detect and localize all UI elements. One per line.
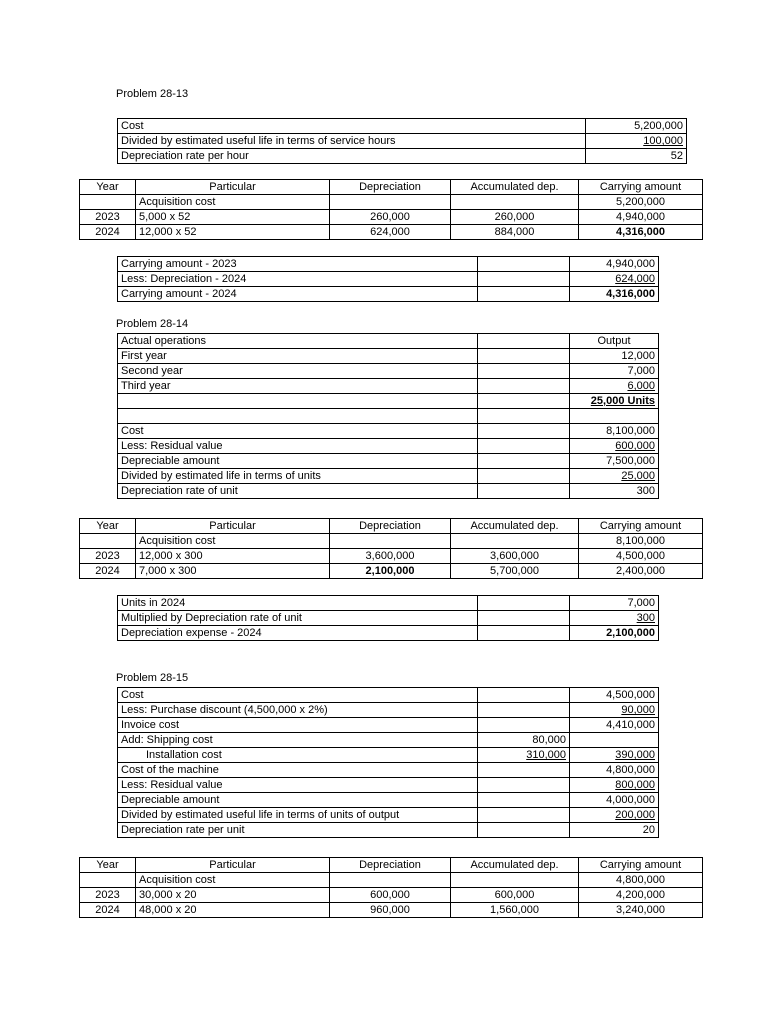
row-value: 4,500,000 [570,688,659,703]
cell-depreciation: 600,000 [330,888,451,903]
p13-rate-table [117,118,687,164]
col-header-depreciation: Depreciation [330,180,451,195]
row-value: 6,000 [570,379,659,394]
table-header-row [118,334,659,349]
row-mid [478,778,570,793]
row-label: Depreciable amount [118,454,478,469]
row-mid [478,763,570,778]
row-value: 300 [570,611,659,626]
row-value: 624,000 [570,272,659,287]
cell-accumulated: 5,700,000 [451,564,579,579]
table-row [118,484,659,499]
col-header-accumulated: Accumulated dep. [451,180,579,195]
table-row [118,394,659,409]
row-value: 800,000 [570,778,659,793]
cell-particular: 12,000 x 300 [136,549,330,564]
cell-particular: 5,000 x 52 [136,210,330,225]
cell-depreciation: 2,100,000 [330,564,451,579]
cell-depreciation: 3,600,000 [330,549,451,564]
row-value: 8,100,000 [570,424,659,439]
row-empty [478,409,570,424]
cell-year: 2023 [80,888,136,903]
row-empty [478,364,570,379]
table-row [118,748,659,763]
row-label: Installation cost [118,748,478,763]
row-empty [478,287,570,302]
row-value: 25,000 [570,469,659,484]
cell-carrying: 4,500,000 [579,549,703,564]
col-header-depreciation: Depreciation [330,519,451,534]
cell-accumulated: 884,000 [451,225,579,240]
cell-particular: 12,000 x 52 [136,225,330,240]
cell-year: 2023 [80,549,136,564]
row-label: Carrying amount - 2023 [118,257,478,272]
table-row [118,808,659,823]
row-value: 390,000 [570,748,659,763]
row-mid [478,823,570,838]
row-label: Less: Residual value [118,778,478,793]
col-header-depreciation: Depreciation [330,858,451,873]
p15-cost-table [117,687,659,838]
row-label: Less: Purchase discount (4,500,000 x 2%) [118,703,478,718]
table-row [118,793,659,808]
col-header-year: Year [80,180,136,195]
row-mid [478,703,570,718]
cell-particular: Acquisition cost [136,195,330,210]
cell-accumulated: 260,000 [451,210,579,225]
problem-28-14-title: Problem 28-14 [116,318,189,330]
row-empty [478,334,570,349]
cell-year [80,195,136,210]
cell-year: 2024 [80,564,136,579]
table-row [118,688,659,703]
cell-carrying: 4,800,000 [579,873,703,888]
table-row [118,364,659,379]
cell-depreciation: 624,000 [330,225,451,240]
row-label: Cost [118,424,478,439]
cell-accumulated [451,195,579,210]
row-label: Depreciation rate of unit [118,484,478,499]
row-value: 4,000,000 [570,793,659,808]
table-row [80,903,703,918]
row-mid [478,793,570,808]
cell-carrying: 4,940,000 [579,210,703,225]
cell-particular: 7,000 x 300 [136,564,330,579]
p13-carrying-table [117,256,659,302]
cell-year: 2024 [80,903,136,918]
table-row [118,149,687,164]
table-row [118,379,659,394]
row-empty [478,272,570,287]
table-header-row [80,180,703,195]
row-label: Divided by estimated useful life in terms of service hours [118,134,586,149]
cell-particular: 48,000 x 20 [136,903,330,918]
table-row [118,626,659,641]
row-value: 200,000 [570,808,659,823]
row-value: 100,000 [586,134,687,149]
row-value: 90,000 [570,703,659,718]
cell-accumulated: 3,600,000 [451,549,579,564]
table-row [118,778,659,793]
row-value: 20 [570,823,659,838]
operations-label: Actual operations [118,334,478,349]
row-value: 5,200,000 [586,119,687,134]
col-header-year: Year [80,519,136,534]
row-empty [478,424,570,439]
row-value: 7,000 [570,364,659,379]
row-empty [478,349,570,364]
table-row [118,439,659,454]
row-mid: 80,000 [478,733,570,748]
cell-accumulated: 1,560,000 [451,903,579,918]
table-row [118,823,659,838]
row-label: Depreciation rate per unit [118,823,478,838]
cell-depreciation: 260,000 [330,210,451,225]
row-label: Divided by estimated useful life in terms of units of output [118,808,478,823]
row-label: Third year [118,379,478,394]
row-empty [478,596,570,611]
cell-depreciation [330,873,451,888]
row-empty [478,626,570,641]
table-row [118,733,659,748]
table-row [118,596,659,611]
row-value: 7,500,000 [570,454,659,469]
cell-carrying: 8,100,000 [579,534,703,549]
row-value: 600,000 [570,439,659,454]
table-row [118,718,659,733]
row-value: 4,800,000 [570,763,659,778]
row-mid: 310,000 [478,748,570,763]
row-empty [478,379,570,394]
row-label: Less: Residual value [118,439,478,454]
row-empty [118,409,478,424]
problem-28-15-title: Problem 28-15 [116,672,189,684]
p13-schedule-table [79,179,703,240]
row-label: Less: Depreciation - 2024 [118,272,478,287]
col-header-particular: Particular [136,858,330,873]
table-row [80,564,703,579]
table-row [80,888,703,903]
cell-carrying: 5,200,000 [579,195,703,210]
col-header-carrying: Carrying amount [579,858,703,873]
cell-particular: Acquisition cost [136,534,330,549]
problem-28-13-title: Problem 28-13 [116,88,189,100]
row-empty [118,394,478,409]
table-row [118,703,659,718]
row-value: 52 [586,149,687,164]
row-mid [478,808,570,823]
table-row [118,119,687,134]
cell-accumulated [451,873,579,888]
cell-carrying: 2,400,000 [579,564,703,579]
row-empty [478,394,570,409]
row-label: Cost [118,119,586,134]
col-header-particular: Particular [136,180,330,195]
table-row [118,763,659,778]
output-total: 25,000 Units [570,394,659,409]
cell-accumulated [451,534,579,549]
row-empty [478,439,570,454]
row-label: Carrying amount - 2024 [118,287,478,302]
row-label: Second year [118,364,478,379]
table-row [80,210,703,225]
row-label: Multiplied by Depreciation rate of unit [118,611,478,626]
row-label: Invoice cost [118,718,478,733]
row-empty [478,484,570,499]
cell-depreciation [330,195,451,210]
table-row [118,349,659,364]
table-row [80,549,703,564]
row-empty [478,469,570,484]
col-header-accumulated: Accumulated dep. [451,858,579,873]
col-header-carrying: Carrying amount [579,519,703,534]
p14-schedule-table [79,518,703,579]
row-label: First year [118,349,478,364]
col-header-accumulated: Accumulated dep. [451,519,579,534]
table-header-row [80,519,703,534]
cell-carrying: 4,200,000 [579,888,703,903]
cell-accumulated: 600,000 [451,888,579,903]
cell-particular: Acquisition cost [136,873,330,888]
row-value: 2,100,000 [570,626,659,641]
table-row [118,287,659,302]
cell-year [80,873,136,888]
cell-year: 2023 [80,210,136,225]
row-label: Depreciable amount [118,793,478,808]
cell-depreciation: 960,000 [330,903,451,918]
row-mid [478,718,570,733]
row-value: 4,410,000 [570,718,659,733]
table-row [80,195,703,210]
p14-expense-table [117,595,659,641]
p15-schedule-table [79,857,703,918]
output-header: Output [570,334,659,349]
row-label: Add: Shipping cost [118,733,478,748]
table-row [80,873,703,888]
table-row [118,409,659,424]
col-header-particular: Particular [136,519,330,534]
row-value: 4,940,000 [570,257,659,272]
table-row [118,454,659,469]
table-row [118,272,659,287]
row-value: 300 [570,484,659,499]
table-row [118,469,659,484]
row-label: Cost of the machine [118,763,478,778]
row-value: 7,000 [570,596,659,611]
row-label: Units in 2024 [118,596,478,611]
table-row [118,134,687,149]
row-value [570,733,659,748]
table-row [80,225,703,240]
row-value: 12,000 [570,349,659,364]
cell-carrying: 4,316,000 [579,225,703,240]
cell-depreciation [330,534,451,549]
p14-operations-table [117,333,659,499]
row-label: Cost [118,688,478,703]
row-empty [478,611,570,626]
cell-year: 2024 [80,225,136,240]
cell-carrying: 3,240,000 [579,903,703,918]
table-row [118,611,659,626]
row-empty [478,454,570,469]
table-row [118,257,659,272]
table-header-row [80,858,703,873]
row-empty [570,409,659,424]
table-row [118,424,659,439]
row-empty [478,257,570,272]
col-header-carrying: Carrying amount [579,180,703,195]
row-label: Divided by estimated life in terms of units [118,469,478,484]
cell-year [80,534,136,549]
row-value: 4,316,000 [570,287,659,302]
cell-particular: 30,000 x 20 [136,888,330,903]
row-label: Depreciation rate per hour [118,149,586,164]
col-header-year: Year [80,858,136,873]
table-row [80,534,703,549]
row-label: Depreciation expense - 2024 [118,626,478,641]
row-mid [478,688,570,703]
